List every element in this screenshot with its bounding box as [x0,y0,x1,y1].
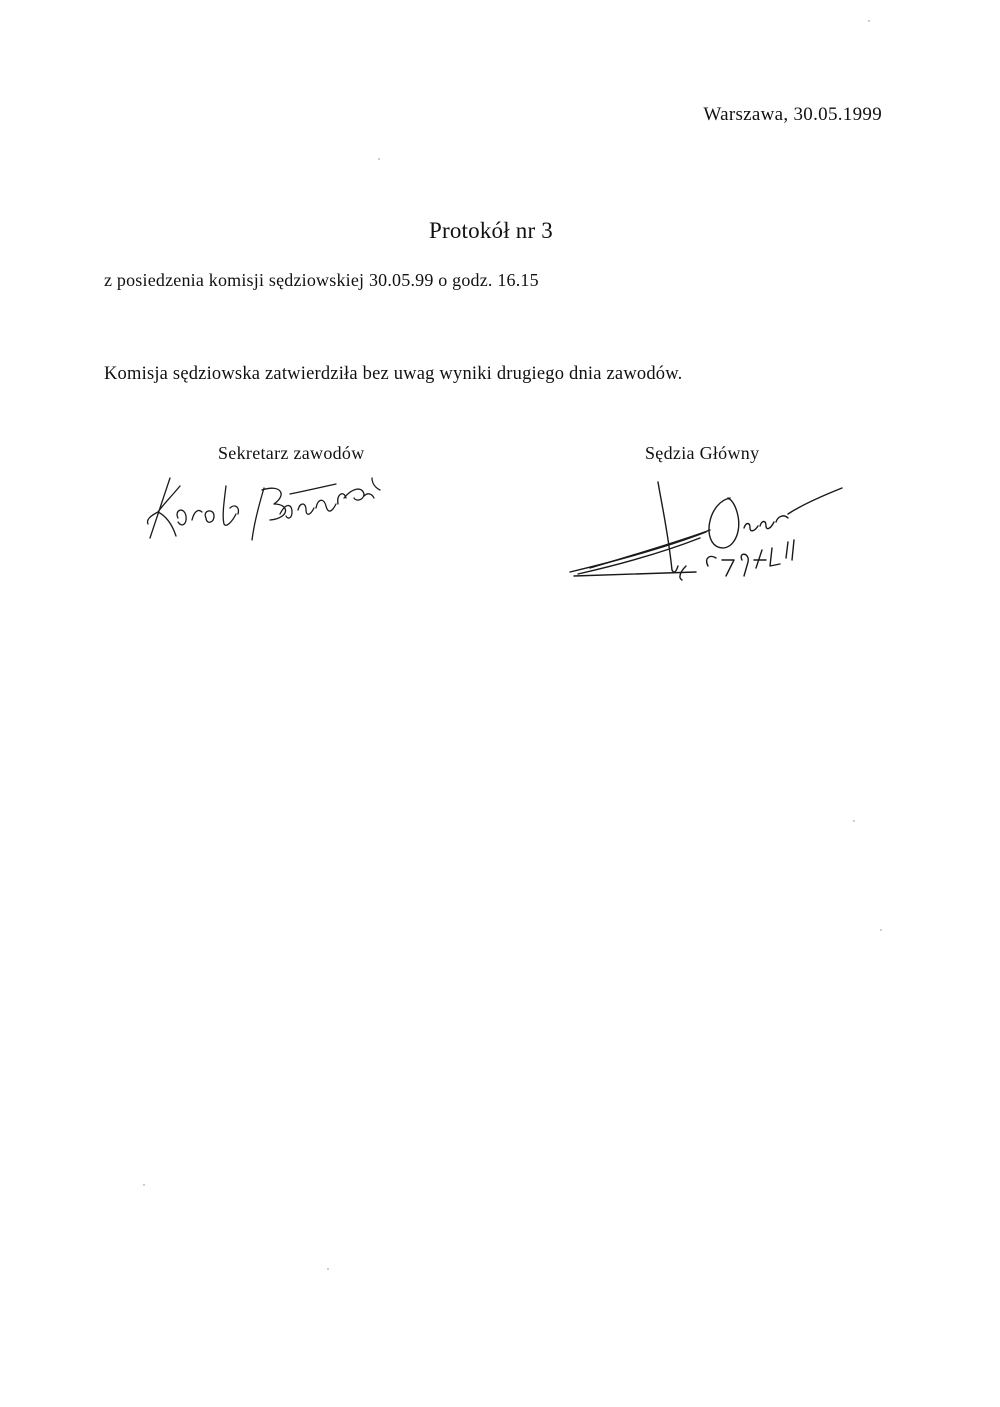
place-and-date: Warszawa, 30.05.1999 [703,104,882,125]
scan-speck [378,158,380,160]
chief-judge-signature [560,476,850,586]
secretary-signature [140,458,390,548]
scan-speck [853,820,855,822]
scan-speck [327,1268,329,1270]
document-subtitle: z posiedzenia komisji sędziowskiej 30.05.99 o godz. 16.15 [104,270,539,290]
chief-judge-label: Sędzia Główny [645,443,760,463]
document-title: Protokół nr 3 [429,218,553,243]
scan-speck [143,1184,145,1186]
scan-speck [880,929,882,931]
scan-speck [868,20,870,22]
secretary-label: Sekretarz zawodów [218,443,365,463]
document-body: Komisja sędziowska zatwierdziła bez uwag wyniki drugiego dnia zawodów. [104,364,683,384]
